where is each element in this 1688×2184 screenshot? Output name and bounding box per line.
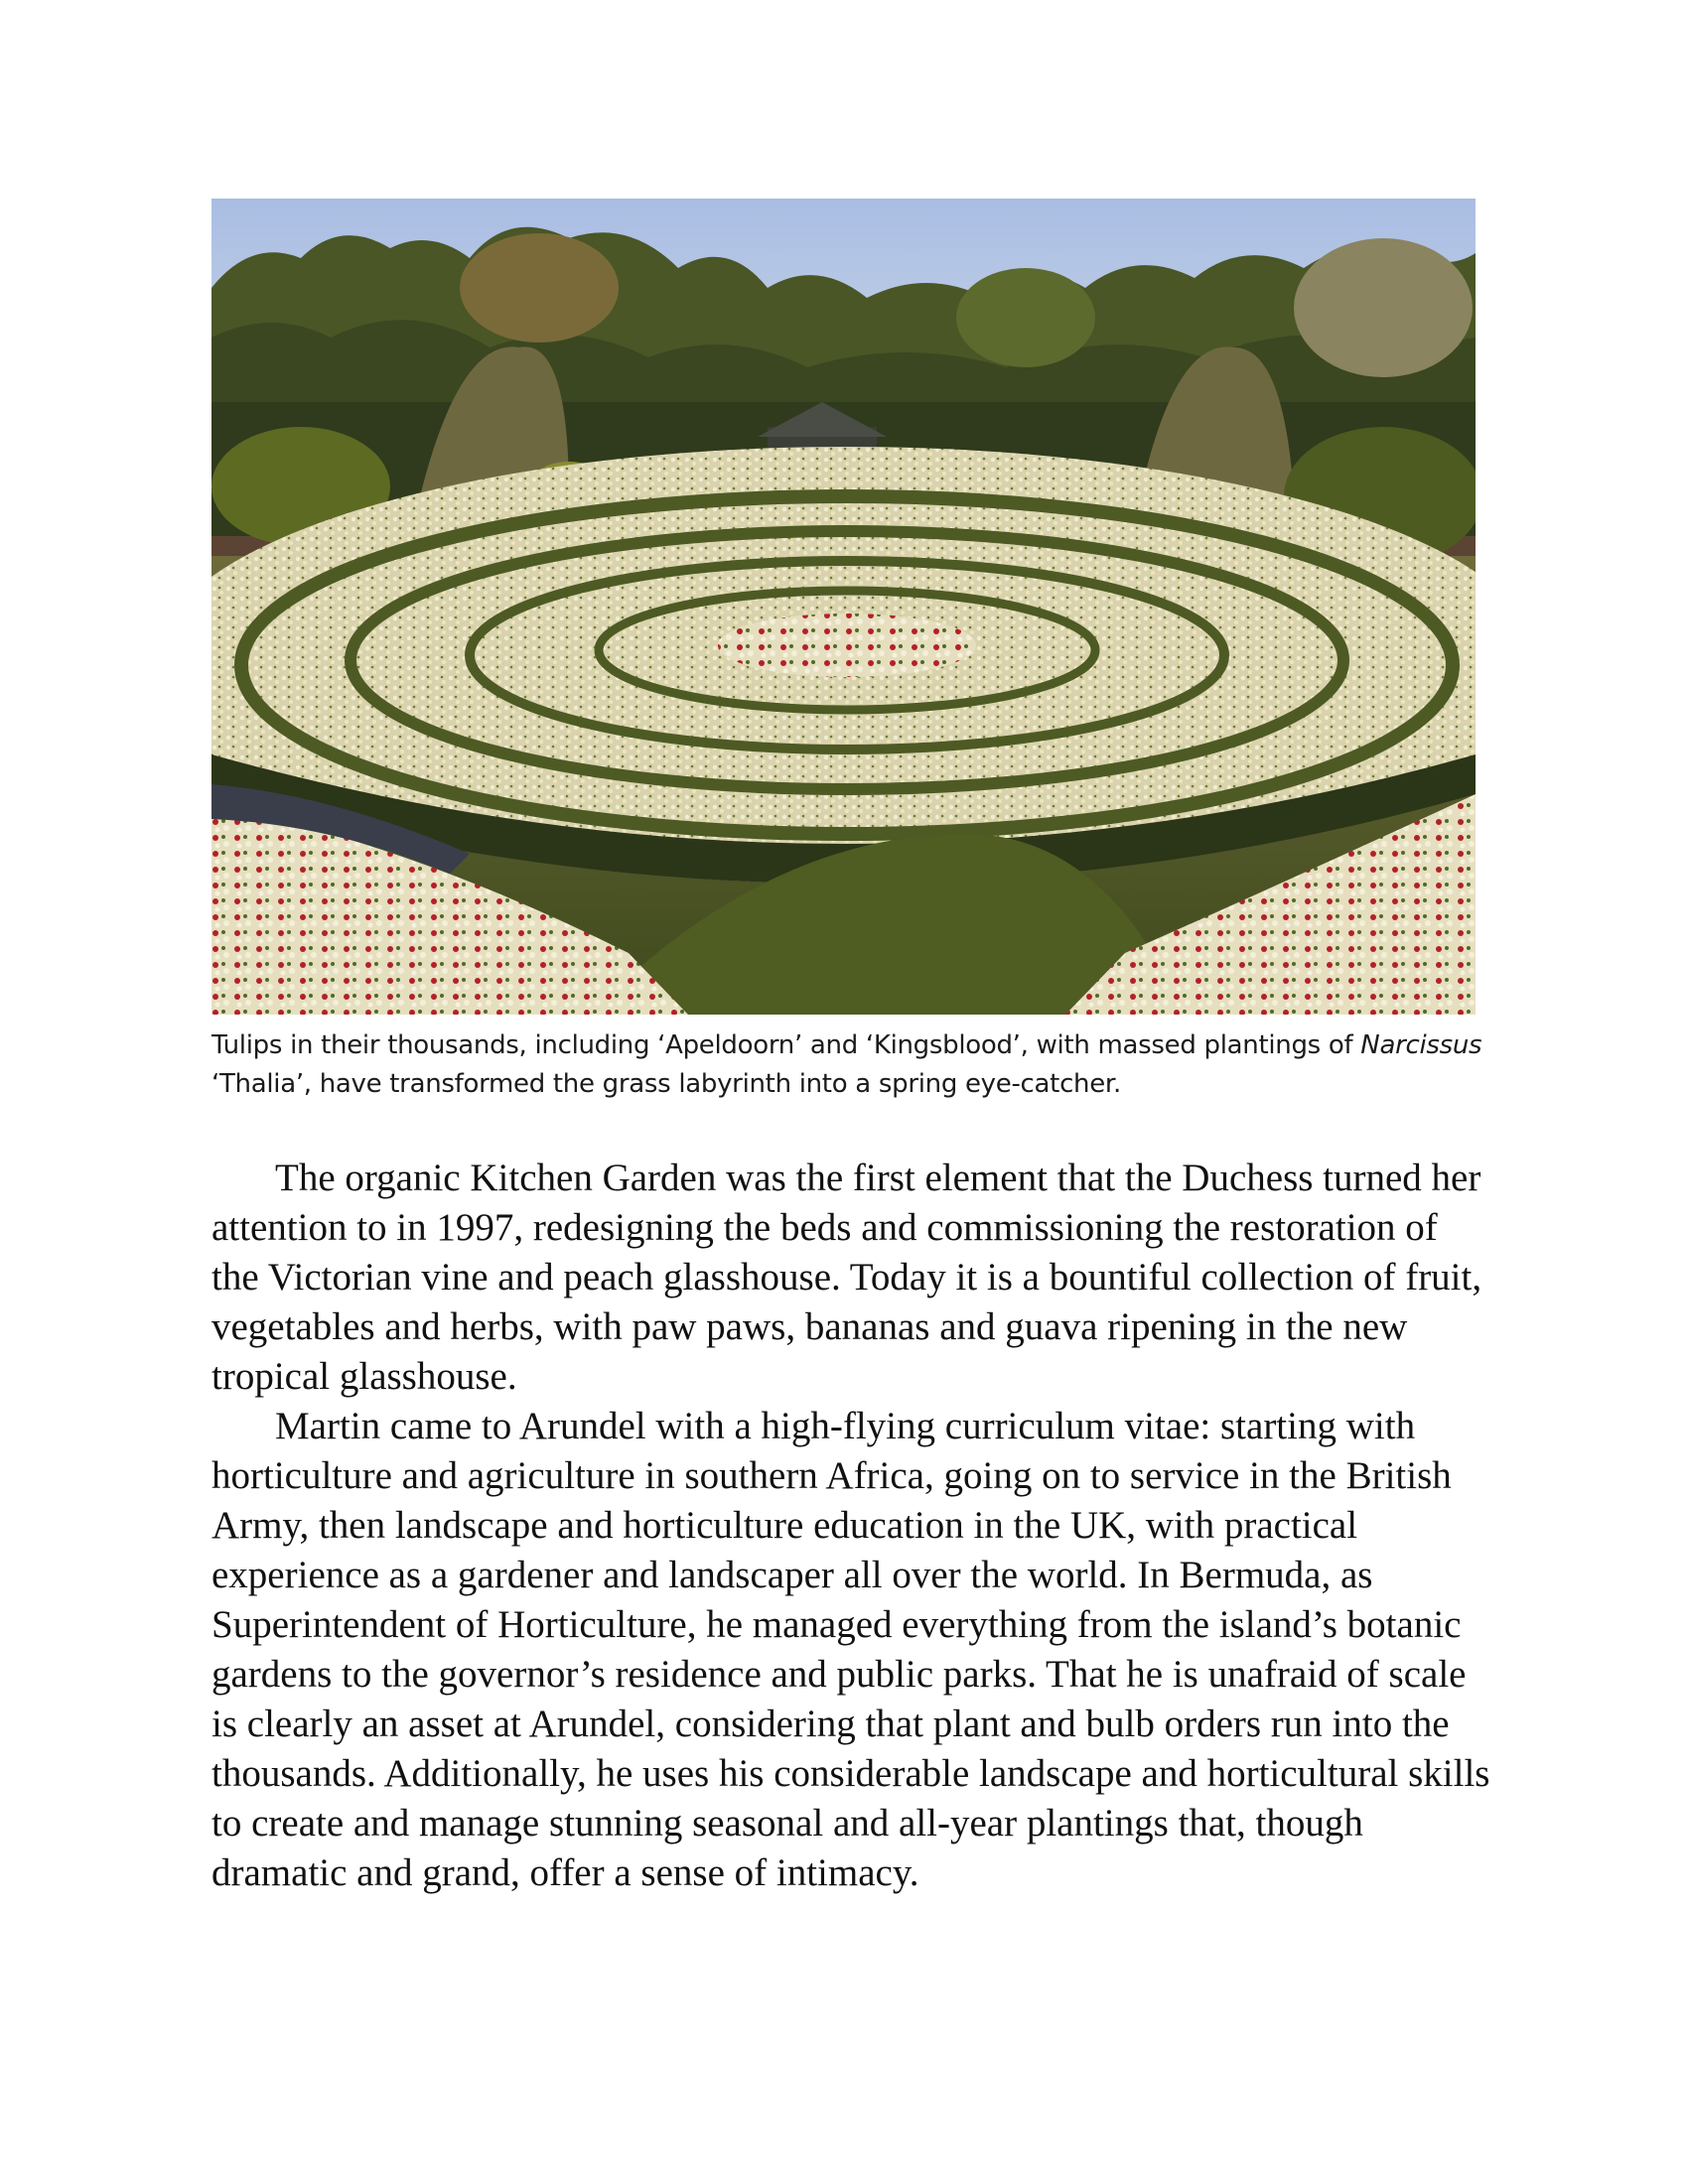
garden-photo	[211, 199, 1476, 1015]
article-body	[211, 1154, 1492, 1898]
paragraph: The organic Kitchen Garden was the first element that the Duchess turned her attention to in 1997, redesigning the beds and commissioning the restoration of the Victorian vine and peach glasshouse. Today it is a bountiful collection of fruit, vegetables and herbs, with paw paws, bananas and guava ripening in the new tropical glasshouse.	[211, 1157, 1482, 1398]
caption-italic-species: Narcissus	[1360, 1030, 1482, 1060]
caption-text-2: ‘Thalia’, have transformed the grass labyrinth into a spring eye-catcher.	[211, 1069, 1121, 1099]
paragraph: Martin came to Arundel with a high-flying curriculum vitae: starting with horticulture and agriculture in southern Africa, going on to service in the British Army, then landscape and horticulture education in the UK, with practical experience as a gardener and landscaper all over the world. In Bermuda, as Superintendent of Horticulture, he managed everything from the island’s botanic gardens to the governor’s residence and public parks. That he is unafraid of scale is clearly an asset at Arundel, considering that plant and bulb orders run into the thousands. Additionally, he uses his considerable landscape and horticultural skills to create and manage stunning seasonal and all-year plantings that, though dramatic and grand, offer a sense of intimacy.	[211, 1405, 1490, 1894]
photo-caption	[211, 1026, 1482, 1104]
caption-text-1: Tulips in their thousands, including ‘Apeldoorn’ and ‘Kingsblood’, with massed plantings of	[211, 1030, 1353, 1060]
